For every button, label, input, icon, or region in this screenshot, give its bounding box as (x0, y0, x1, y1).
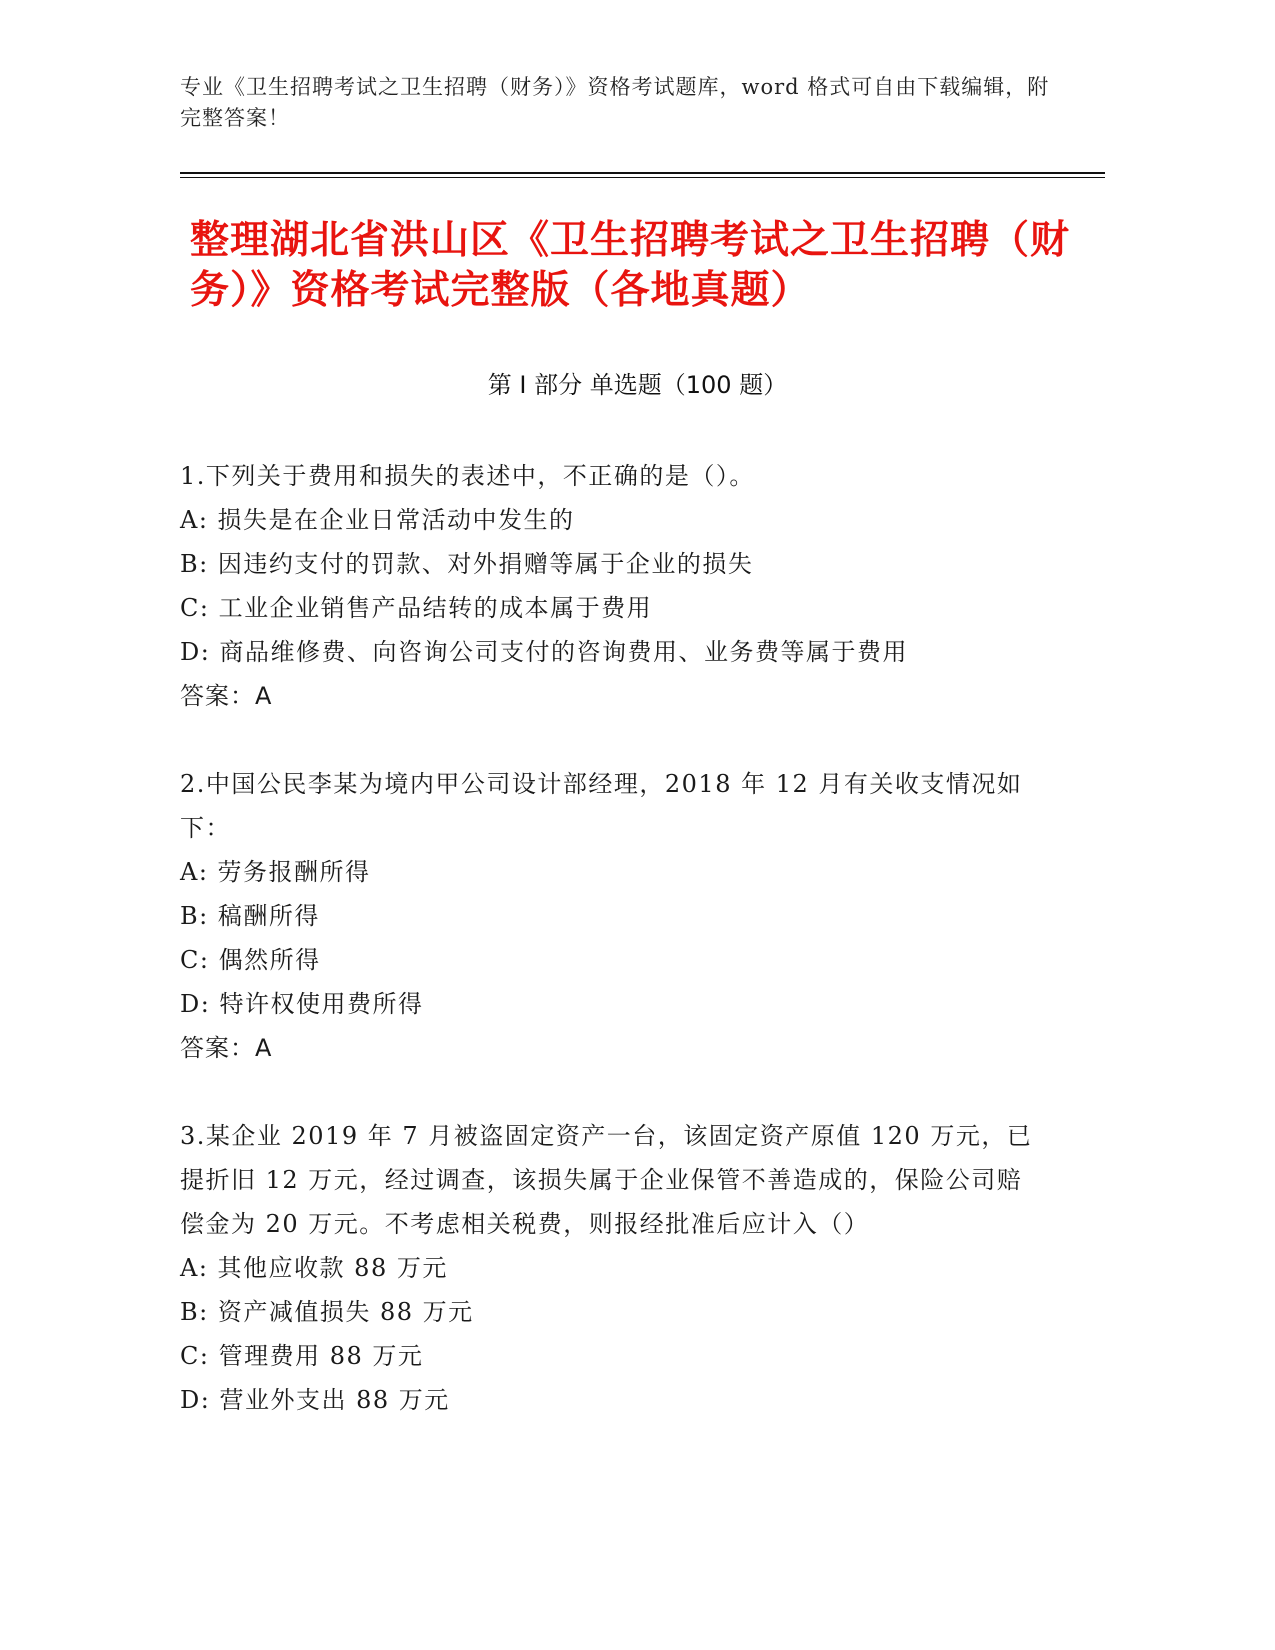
question-3 (180, 1114, 1040, 1422)
header-note: 专业《卫生招聘考试之卫生招聘（财务）》资格考试题库，word 格式可自由下载编辑，附完整答案！ (180, 75, 1050, 130)
question-2 (180, 762, 1040, 1070)
option-c: C: 工业企业销售产品结转的成本属于费用 (180, 594, 653, 622)
question-1 (180, 454, 1040, 718)
question-list (180, 454, 1040, 1466)
option-a: A: 其他应收款 88 万元 (180, 1254, 448, 1282)
option-b: B: 稿酬所得 (180, 902, 320, 930)
option-a: A: 劳务报酬所得 (180, 858, 371, 886)
option-b: B: 因违约支付的罚款、对外捐赠等属于企业的损失 (180, 550, 754, 578)
option-c: C: 偶然所得 (180, 946, 321, 974)
question-stem: 2.中国公民李某为境内甲公司设计部经理，2018 年 12 月有关收支情况如下： (180, 770, 1023, 842)
question-stem: 1.下列关于费用和损失的表述中，不正确的是（）。 (180, 462, 755, 490)
header-divider-thick (180, 172, 1105, 174)
option-d: D: 营业外支出 88 万元 (180, 1386, 450, 1414)
document-title: 整理湖北省洪山区《卫生招聘考试之卫生招聘（财务）》资格考试完整版（各地真题） (190, 218, 1071, 313)
option-d: D: 特许权使用费所得 (180, 990, 424, 1018)
option-c: C: 管理费用 88 万元 (180, 1342, 424, 1370)
header-divider-thin (180, 177, 1105, 178)
answer-label: 答案：A (180, 682, 273, 710)
question-stem: 3.某企业 2019 年 7 月被盗固定资产一台，该固定资产原值 120 万元，已提折旧 12 万元，经过调查，该损失属于企业保管不善造成的，保险公司赔偿金为 20 万元。不考虑相关税费，则报经批准后应计入（） (180, 1122, 1033, 1238)
answer-label: 答案：A (180, 1034, 273, 1062)
section-title: 第 I 部分 单选题（100 题） (487, 371, 788, 399)
option-a: A: 损失是在企业日常活动中发生的 (180, 506, 575, 534)
option-d: D: 商品维修费、向咨询公司支付的咨询费用、业务费等属于费用 (180, 638, 908, 666)
option-b: B: 资产减值损失 88 万元 (180, 1298, 474, 1326)
